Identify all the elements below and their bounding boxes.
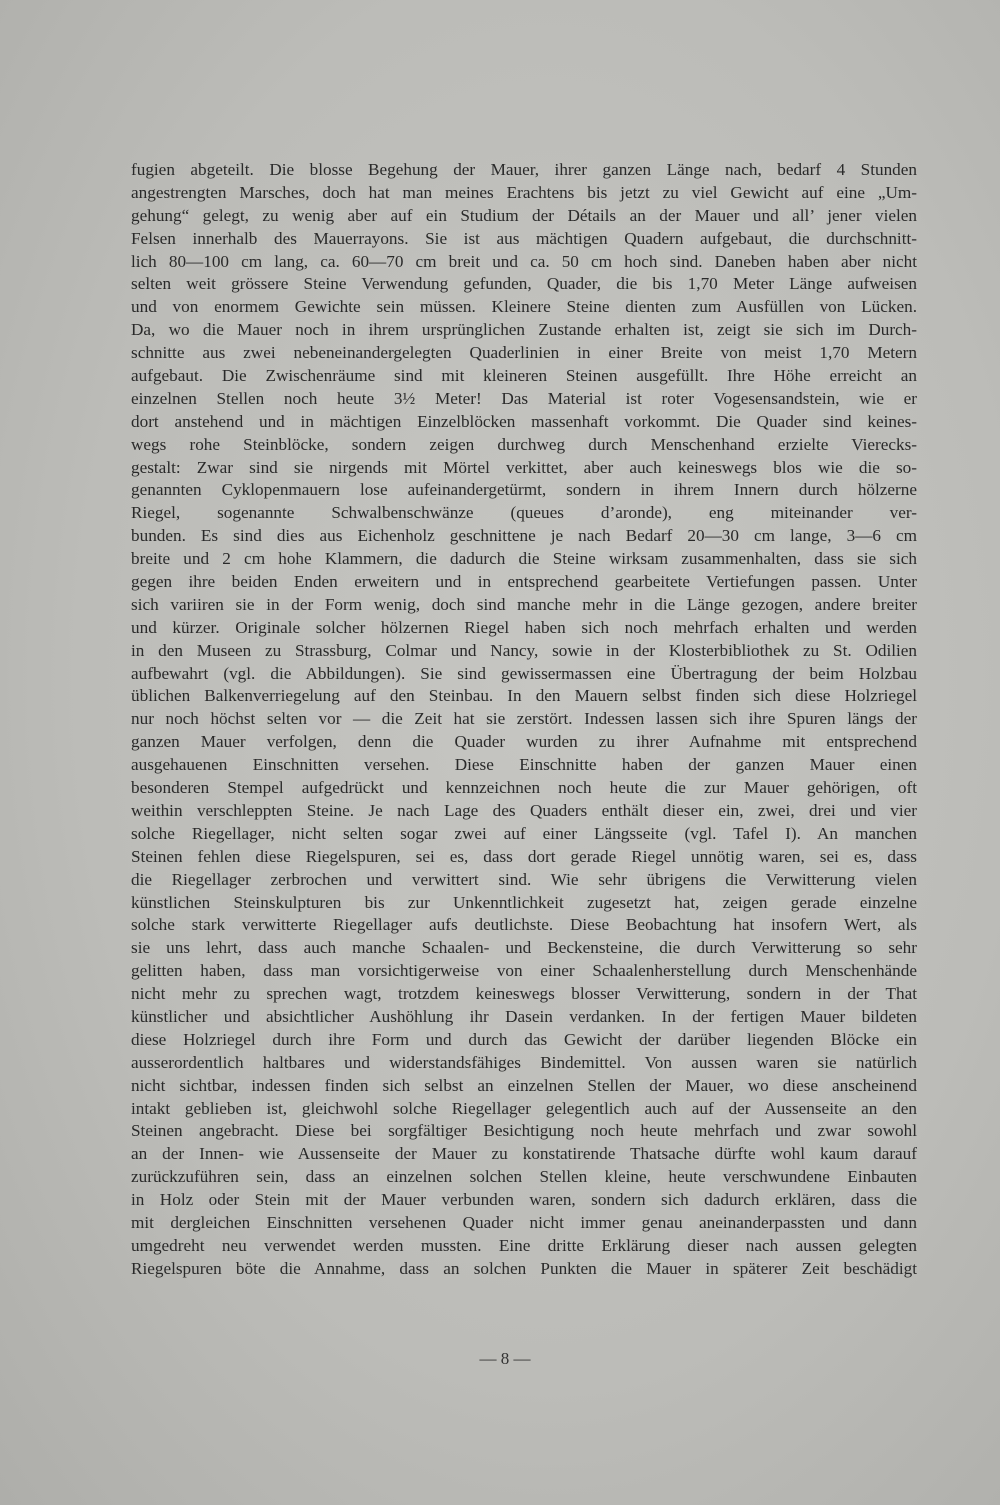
text-line: nicht mehr zu sprechen wagt, trotzdem keineswegs blosser Verwitterung, sondern in der That xyxy=(131,984,917,1004)
text-line: besonderen Stempel aufgedrückt und kennzeichnen noch heute die zur Mauer gehörigen, oft xyxy=(131,778,917,798)
text-line: gehung“ gelegt, zu wenig aber auf ein Studium der Détails an der Mauer und all’ jener vielen xyxy=(131,205,917,225)
text-line: gegen ihre beiden Enden erweitern und in entsprechend gearbeitete Vertiefungen passen. Unter xyxy=(131,572,917,592)
text-line: nur noch höchst selten vor — die Zeit hat sie zerstört. Indessen lassen sich ihre Spuren längs der xyxy=(131,709,917,729)
text-line: einzelnen Stellen noch heute 3½ Meter! Das Material ist roter Vogesensandstein, wie er xyxy=(131,388,917,408)
text-line: breite und 2 cm hohe Klammern, die dadurch die Steine wirksam zusammenhalten, dass sie sich xyxy=(131,549,917,569)
text-line: umgedreht neu verwendet werden mussten. Eine dritte Erklärung dieser nach aussen gelegten xyxy=(131,1235,917,1255)
text-line: schnitte aus zwei nebeneinandergelegten Quaderlinien in einer Breite von meist 1,70 Metern xyxy=(131,343,917,363)
text-line: solche stark verwitterte Riegellager aufs deutlichste. Diese Beobachtung hat insofern Wert, als xyxy=(131,915,917,935)
text-line: Steinen angebracht. Diese bei sorgfältiger Besichtigung noch heute mehrfach und zwar sowohl xyxy=(131,1121,917,1141)
text-line: selten weit grössere Steine Verwendung gefunden, Quader, die bis 1,70 Meter Länge aufweisen xyxy=(131,274,917,294)
text-line: intakt geblieben ist, gleichwohl solche Riegellager gelegentlich auch auf der Aussenseite an den xyxy=(131,1098,917,1118)
text-line: angestrengten Marsches, doch hat man meines Erachtens bis jetzt zu viel Gewicht auf eine „Um- xyxy=(131,182,917,202)
text-line: zurückzuführen sein, dass an einzelnen solchen Stellen kleine, heute verschwundene Einbauten xyxy=(131,1167,917,1187)
text-line: und kürzer. Originale solcher hölzernen Riegel haben sich noch mehrfach erhalten und werden xyxy=(131,617,917,637)
text-line: mit dergleichen Einschnitten versehenen Quader nicht immer genau aneinanderpassten und dann xyxy=(131,1212,917,1232)
text-line: solche Riegellager, nicht selten sogar zwei auf einer Längsseite (vgl. Tafel I). An manchen xyxy=(131,823,917,843)
page-number: — 8 — xyxy=(479,1349,531,1368)
text-line: Da, wo die Mauer noch in ihrem ursprünglichen Zustande erhalten ist, zeigt sie sich im Durch- xyxy=(131,320,917,340)
text-line: nicht sichtbar, indessen finden sich selbst an einzelnen Stellen der Mauer, wo diese anscheinend xyxy=(131,1075,917,1095)
text-line: sich variiren sie in der Form wenig, doch sind manche mehr in die Länge gezogen, andere breiter xyxy=(131,594,917,614)
text-line: Riegel, sogenannte Schwalbenschwänze (queues d’aronde), eng miteinander ver- xyxy=(131,503,917,523)
text-line: Felsen innerhalb des Mauerrayons. Sie ist aus mächtigen Quadern aufgebaut, die durchschnitt- xyxy=(131,228,917,248)
text-line: und von enormem Gewichte sein müssen. Kleinere Steine dienten zum Ausfüllen von Lücken. xyxy=(131,297,917,317)
text-line: sie uns lehrt, dass auch manche Schaalen- und Beckensteine, die durch Verwitterung so sehr xyxy=(131,938,917,958)
text-line: an der Innen- wie Aussenseite der Mauer zu konstatirende Thatsache dürfte wohl kaum darauf xyxy=(131,1144,917,1164)
text-line: Steinen fehlen diese Riegelspuren, sei es, dass dort gerade Riegel unnötig waren, sei es, dass xyxy=(131,846,917,866)
text-line: die Riegellager zerbrochen und verwittert sind. Wie sehr übrigens die Verwitterung vielen xyxy=(131,869,917,889)
text-line: bunden. Es sind dies aus Eichenholz geschnittene je nach Bedarf 20—30 cm lange, 3—6 cm xyxy=(131,526,917,546)
text-line: dort anstehend und in mächtigen Einzelblöcken massenhaft vorkommt. Die Quader sind keines- xyxy=(131,411,917,431)
text-line: künstlichen Steinskulpturen bis zur Unkenntlichkeit zugesetzt hat, zeigen gerade einzelne xyxy=(131,892,917,912)
text-line: aufgebaut. Die Zwischenräume sind mit kleineren Steinen ausgefüllt. Ihre Höhe erreicht an xyxy=(131,366,917,386)
text-line: aufbewahrt (vgl. die Abbildungen). Sie sind gewissermassen eine Übertragung der beim Holzbau xyxy=(131,663,917,683)
text-line: in den Museen zu Strassburg, Colmar und Nancy, sowie in der Klosterbibliothek zu St. Odilien xyxy=(131,640,917,660)
text-line: künstlicher und absichtlicher Aushöhlung ihr Dasein verdanken. In der fertigen Mauer bildeten xyxy=(131,1006,917,1026)
body-text xyxy=(131,159,917,1281)
text-line: genannten Cyklopenmauern lose aufeinandergetürmt, sondern in ihrem Innern durch hölzerne xyxy=(131,480,917,500)
text-line: ausserordentlich haltbares und widerstandsfähiges Bindemittel. Von aussen waren sie natürlich xyxy=(131,1052,917,1072)
text-line: lich 80—100 cm lang, ca. 60—70 cm breit und ca. 50 cm hoch sind. Daneben haben aber nicht xyxy=(131,251,917,271)
text-line: gelitten haben, dass man vorsichtigerweise von einer Schaalenherstellung durch Menschenhände xyxy=(131,961,917,981)
text-line: wegs rohe Steinblöcke, sondern zeigen durchweg durch Menschenhand erzielte Vierecks- xyxy=(131,434,917,454)
text-line: ausgehauenen Einschnitten versehen. Diese Einschnitte haben der ganzen Mauer einen xyxy=(131,755,917,775)
text-line: gestalt: Zwar sind sie nirgends mit Mörtel verkittet, aber auch keineswegs blos wie die so- xyxy=(131,457,917,477)
text-line: fugien abgeteilt. Die blosse Begehung der Mauer, ihrer ganzen Länge nach, bedarf 4 Stunden xyxy=(131,160,917,179)
text-line: ganzen Mauer verfolgen, denn die Quader wurden zu ihrer Aufnahme mit entsprechend xyxy=(131,732,917,752)
text-line: üblichen Balkenverriegelung auf den Steinbau. In den Mauern selbst finden sich diese Holzriegel xyxy=(131,686,917,706)
text-line: diese Holzriegel durch ihre Form und durch das Gewicht der darüber liegenden Blöcke ein xyxy=(131,1029,917,1049)
text-line: weithin verschleppten Steine. Je nach Lage des Quaders enthält dieser ein, zwei, drei und vier xyxy=(131,800,917,820)
text-line: Riegelspuren böte die Annahme, dass an solchen Punkten die Mauer in späterer Zeit beschädigt xyxy=(131,1258,917,1278)
text-line: in Holz oder Stein mit der Mauer verbunden waren, sondern sich dadurch erklären, dass die xyxy=(131,1190,917,1210)
